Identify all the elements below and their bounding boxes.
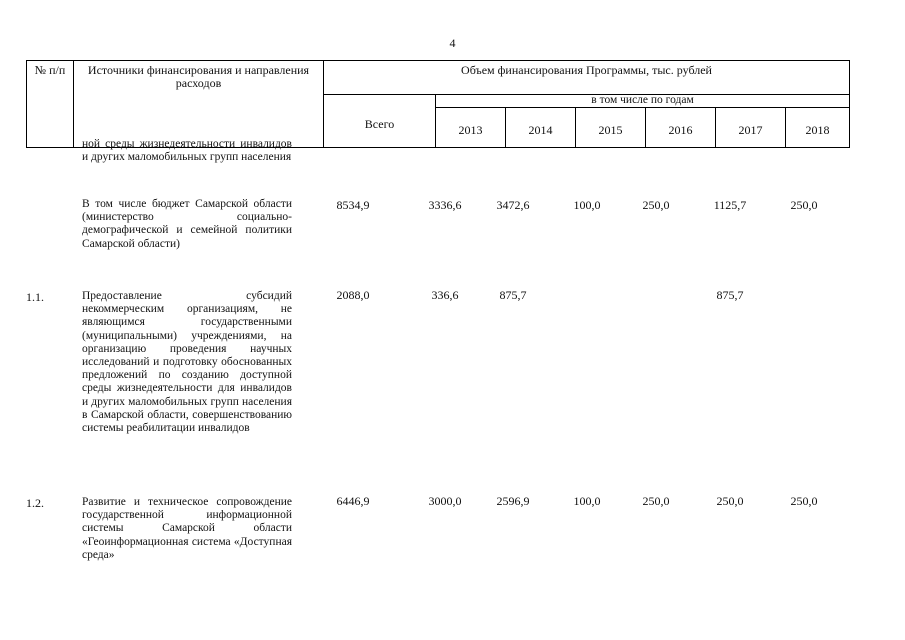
row-value: 100,0 bbox=[573, 494, 601, 508]
row-text: В том числе бюджет Самарской области (министерство социально-демографической и семейной политики Самарской области) bbox=[82, 198, 292, 250]
row-total: 6446,9 bbox=[336, 494, 370, 508]
header-num-col: № п/п bbox=[27, 61, 74, 148]
header-year: 2016 bbox=[646, 108, 716, 148]
header-total: Всего bbox=[324, 95, 436, 148]
page-number: 4 bbox=[449, 36, 456, 50]
row-total: 8534,9 bbox=[336, 198, 370, 212]
row-value: 875,7 bbox=[499, 288, 527, 302]
row-value: 2596,9 bbox=[496, 494, 530, 508]
row-total: 2088,0 bbox=[336, 288, 370, 302]
header-by-years: в том числе по годам bbox=[436, 95, 850, 108]
header-source-col: Источники финансирования и направления расходов bbox=[74, 61, 324, 148]
header-year: 2017 bbox=[716, 108, 786, 148]
row-value: 250,0 bbox=[642, 494, 670, 508]
row-value: 336,6 bbox=[431, 288, 459, 302]
row-text: ной среды жизнедеятельности инвалидов и других маломобильных групп населения bbox=[82, 138, 292, 164]
header-year: 2018 bbox=[786, 108, 850, 148]
header-volume-col: Объем финансирования Программы, тыс. рублей bbox=[324, 61, 850, 95]
row-value: 875,7 bbox=[716, 288, 744, 302]
row-number: 1.2. bbox=[26, 496, 44, 510]
header-year: 2014 bbox=[506, 108, 576, 148]
row-value: 250,0 bbox=[790, 494, 818, 508]
row-number: 1.1. bbox=[26, 290, 44, 304]
row-text: Развитие и техническое сопровождение государственной информационной системы Самарской области «Геоинформационная система «Доступная среда» bbox=[82, 496, 292, 561]
row-value: 1125,7 bbox=[713, 198, 747, 212]
row-value: 100,0 bbox=[573, 198, 601, 212]
row-value: 250,0 bbox=[716, 494, 744, 508]
header-year: 2013 bbox=[436, 108, 506, 148]
row-value: 250,0 bbox=[790, 198, 818, 212]
row-value: 3000,0 bbox=[428, 494, 462, 508]
row-value: 3336,6 bbox=[428, 198, 462, 212]
row-value: 3472,6 bbox=[496, 198, 530, 212]
header-year: 2015 bbox=[576, 108, 646, 148]
row-text: Предоставление субсидий некоммерческим организациям, не являющимся государственными (муниципальными) учреждениями, на организацию проведения научных исследований и подготовку обоснованных предложений по созданию доступной среды жизнедеятельности для инвалидов и других маломобильных групп населения в Самарской области, совершенствованию системы реабилитации инвалидов bbox=[82, 290, 292, 435]
row-value: 250,0 bbox=[642, 198, 670, 212]
